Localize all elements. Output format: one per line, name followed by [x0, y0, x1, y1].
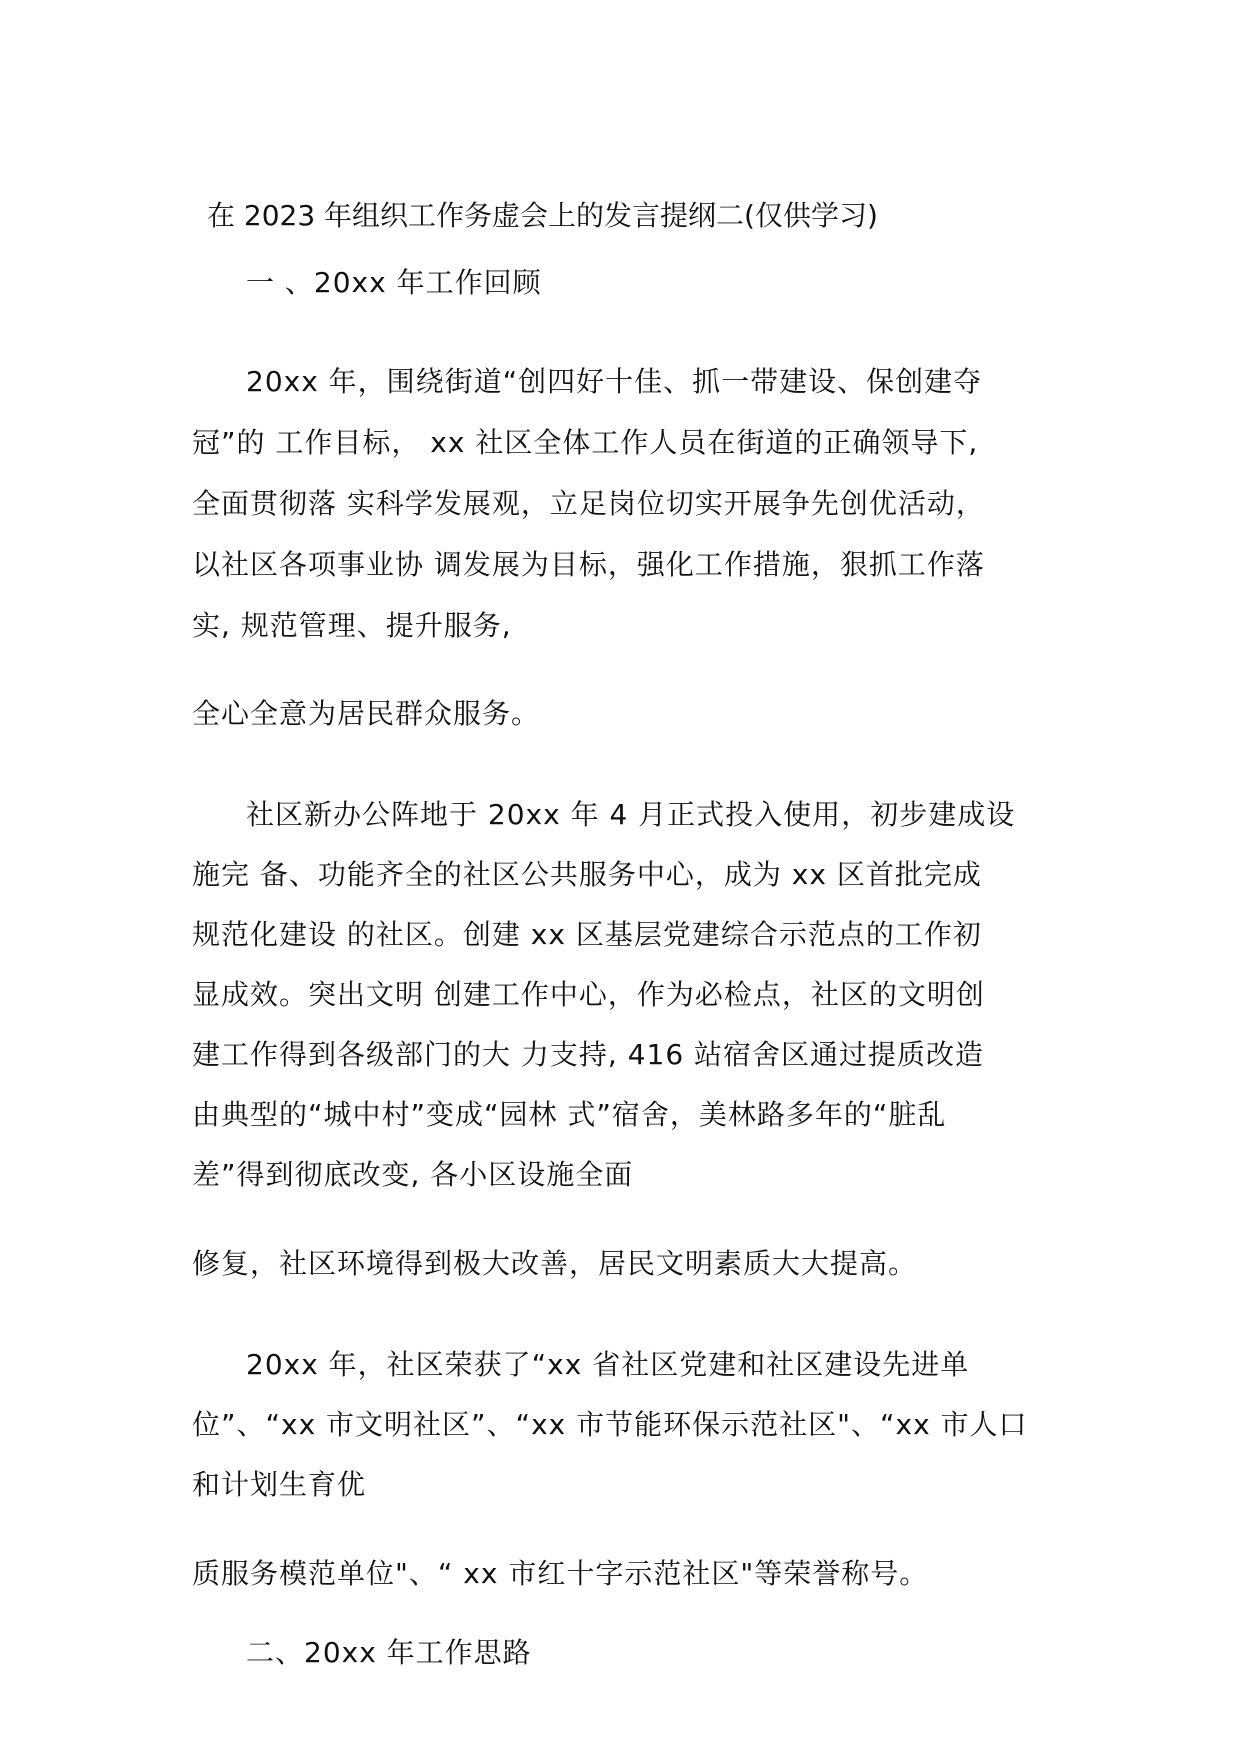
- paragraph-2-line-4: 显成效。突出文明 创建工作中心，作为必检点，社区的文明创: [192, 978, 985, 1011]
- document-title: 在 2023 年组织工作务虚会上的发言提纲二(仅供学习): [207, 199, 878, 232]
- paragraph-3-line-2: 位”、“xx 市文明社区”、“xx 市节能环保示范社区"、“xx 市人口: [192, 1408, 1028, 1441]
- paragraph-3-line-3: 和计划生育优: [192, 1468, 367, 1501]
- paragraph-1-line-1: 20xx 年，围绕街道“创四好十佳、抓一带建设、保创建夺: [246, 365, 983, 398]
- paragraph-2-line-1: 社区新办公阵地于 20xx 年 4 月正式投入使用，初步建成设: [246, 798, 1016, 831]
- paragraph-1-tail: 全心全意为居民群众服务。: [192, 697, 541, 730]
- section-heading-1: 一 、20xx 年工作回顾: [246, 266, 542, 299]
- paragraph-1-line-2: 冠”的 工作目标， xx 社区全体工作人员在街道的正确领导下,: [192, 426, 979, 459]
- paragraph-1-line-4: 以社区各项事业协 调发展为目标，强化工作措施，狠抓工作落: [192, 548, 985, 581]
- paragraph-2-line-3: 规范化建设 的社区。创建 xx 区基层党建综合示范点的工作初: [192, 918, 982, 951]
- paragraph-2-line-2: 施完 备、功能齐全的社区公共服务中心，成为 xx 区首批完成: [192, 858, 982, 891]
- paragraph-2-line-5: 建工作得到各级部门的大 力支持, 416 站宿舍区通过提质改造: [192, 1038, 985, 1071]
- paragraph-1-line-5: 实, 规范管理、提升服务,: [192, 609, 512, 642]
- paragraph-3-tail: 质服务模范单位"、“ xx 市红十字示范社区"等荣誉称号。: [192, 1557, 929, 1590]
- paragraph-1-line-3: 全面贯彻落 实科学发展观，立足岗位切实开展争先创优活动，: [192, 487, 985, 520]
- paragraph-3-line-1: 20xx 年，社区荣获了“xx 省社区党建和社区建设先进单: [246, 1348, 970, 1381]
- paragraph-2-line-6: 由典型的“城中村”变成“园林 式”宿舍，美林路多年的“脏乱: [192, 1098, 947, 1131]
- section-heading-2: 二、20xx 年工作思路: [246, 1636, 532, 1669]
- paragraph-2-line-7: 差”得到彻底改变, 各小区设施全面: [192, 1158, 634, 1191]
- paragraph-2-tail: 修复，社区环境得到极大改善，居民文明素质大大提高。: [192, 1247, 918, 1280]
